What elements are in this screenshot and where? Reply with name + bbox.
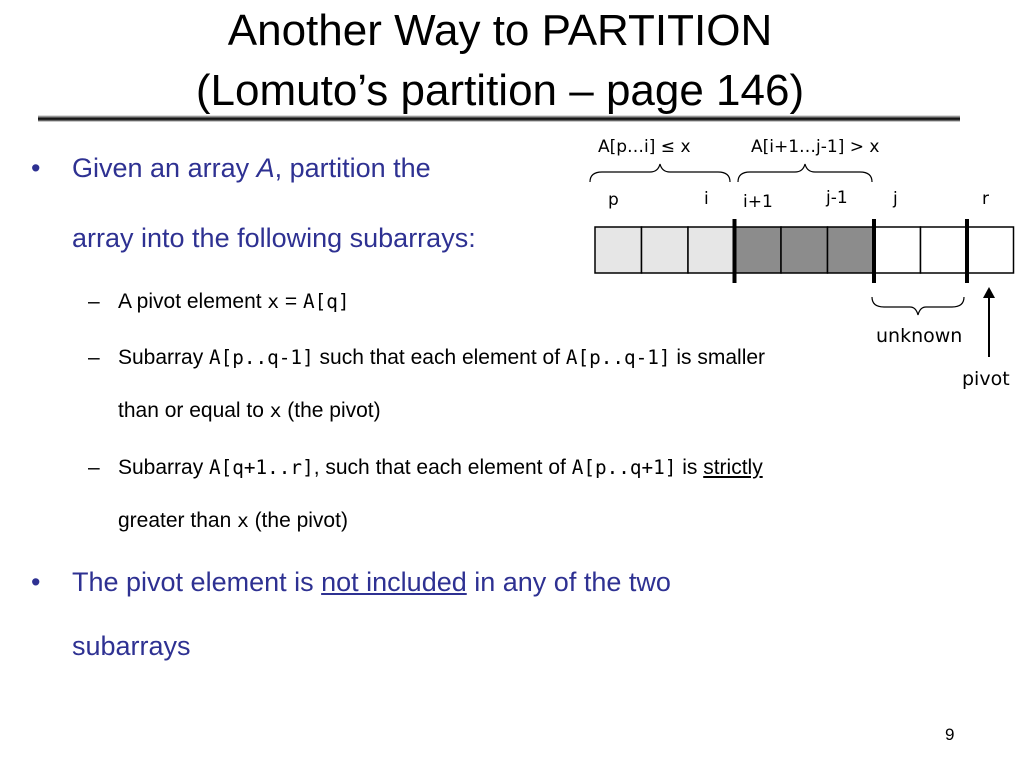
brace-le-region (590, 164, 730, 182)
subitem-1-var-aq: A[q] (303, 290, 350, 313)
index-label-p: p (608, 190, 619, 210)
subitem-2-text-b: such that each element of (313, 346, 566, 369)
slide-title-line-1: Another Way to PARTITION (227, 6, 773, 55)
subitem-3-line2-c: (the pivot) (248, 509, 348, 532)
subitem-3-strictly: strictly (703, 456, 763, 479)
dash-marker: – (88, 346, 100, 369)
array-cell-le (642, 227, 689, 273)
index-label-r: r (982, 189, 989, 209)
subitem-2-line2-x: x (269, 399, 282, 422)
array-cell-le (688, 227, 735, 273)
array-dividers-group (735, 219, 968, 283)
unknown-label: unknown (876, 325, 963, 347)
subitem-2-line2-a: than or equal to (118, 399, 270, 422)
bullet-2-text-c: in any of the two (466, 567, 671, 597)
subitem-3-line2-x: x (237, 509, 249, 532)
subitem-2-range-2: A[p..q-1] (565, 346, 671, 369)
subitem-2-range-1: A[p..q-1] (209, 346, 314, 369)
array-cell-gt (781, 227, 828, 273)
bullet-1-array-var: A (256, 153, 275, 183)
array-cell-unknown (921, 227, 968, 273)
page-number: 9 (945, 725, 955, 744)
subitem-3-range-1: A[q+1..r] (209, 456, 314, 479)
bullet-2-line-1 (31, 567, 671, 598)
array-cells-group (595, 227, 1014, 273)
index-label-i: i (704, 189, 709, 209)
bullet-2-text-a: The pivot element is (72, 567, 322, 597)
brace-gt-region (738, 164, 872, 182)
bullet-dot: • (31, 567, 41, 597)
dash-marker: – (88, 456, 100, 479)
subitem-3-line-2 (118, 509, 348, 533)
bullet-dot: • (31, 153, 41, 183)
subitem-3-text-b: , such that each element of (313, 456, 572, 479)
index-label-j-minus-1: j-1 (826, 188, 848, 208)
pivot-label: pivot (962, 368, 1010, 390)
bullet-1-text-c: , partition the (274, 153, 431, 183)
index-label-j: j (893, 189, 898, 209)
pivot-arrow-head (983, 287, 995, 298)
subitem-2-line2-c: (the pivot) (281, 399, 381, 422)
region-label-gt: A[i+1…j-1] > x (751, 137, 880, 157)
bullet-2-not-included: not included (321, 567, 467, 597)
array-cell-gt (828, 227, 875, 273)
bullet-1-line-2: array into the following subarrays: (72, 223, 476, 253)
slide-title-line-2: (Lomuto’s partition – page 146) (195, 66, 805, 115)
dash-marker: – (88, 290, 100, 313)
subitem-3-text-a: Subarray (118, 456, 210, 479)
bullet-1-line-1 (31, 153, 431, 184)
array-cell-unknown (874, 227, 921, 273)
array-cell-gt (735, 227, 782, 273)
subitem-2-line-1 (88, 346, 766, 370)
title-divider (38, 115, 960, 122)
bullet-2-line-2: subarrays (72, 631, 191, 661)
subitem-2-line-2 (118, 399, 381, 423)
subitem-1-var-x: x (267, 290, 280, 313)
array-cell-le (595, 227, 642, 273)
subitem-2-text-a: Subarray (118, 346, 210, 369)
subitem-1 (88, 290, 350, 314)
index-label-i-plus-1: i+1 (743, 192, 773, 212)
subitem-1-text-a: A pivot element (118, 290, 268, 313)
subitem-3-range-2: A[p..q+1] (571, 456, 677, 479)
region-label-le: A[p…i] ≤ x (598, 137, 691, 157)
subitem-3-line-1 (88, 456, 763, 480)
bullet-1-text-a: Given an array (72, 153, 257, 183)
brace-unknown (872, 297, 964, 315)
subitem-2-text-c: is smaller (670, 346, 766, 369)
subitem-1-text-eq: = (279, 290, 303, 313)
subitem-3-text-c: is (676, 456, 704, 479)
array-cell-pivot (967, 227, 1014, 273)
subitem-3-line2-a: greater than (118, 509, 238, 532)
